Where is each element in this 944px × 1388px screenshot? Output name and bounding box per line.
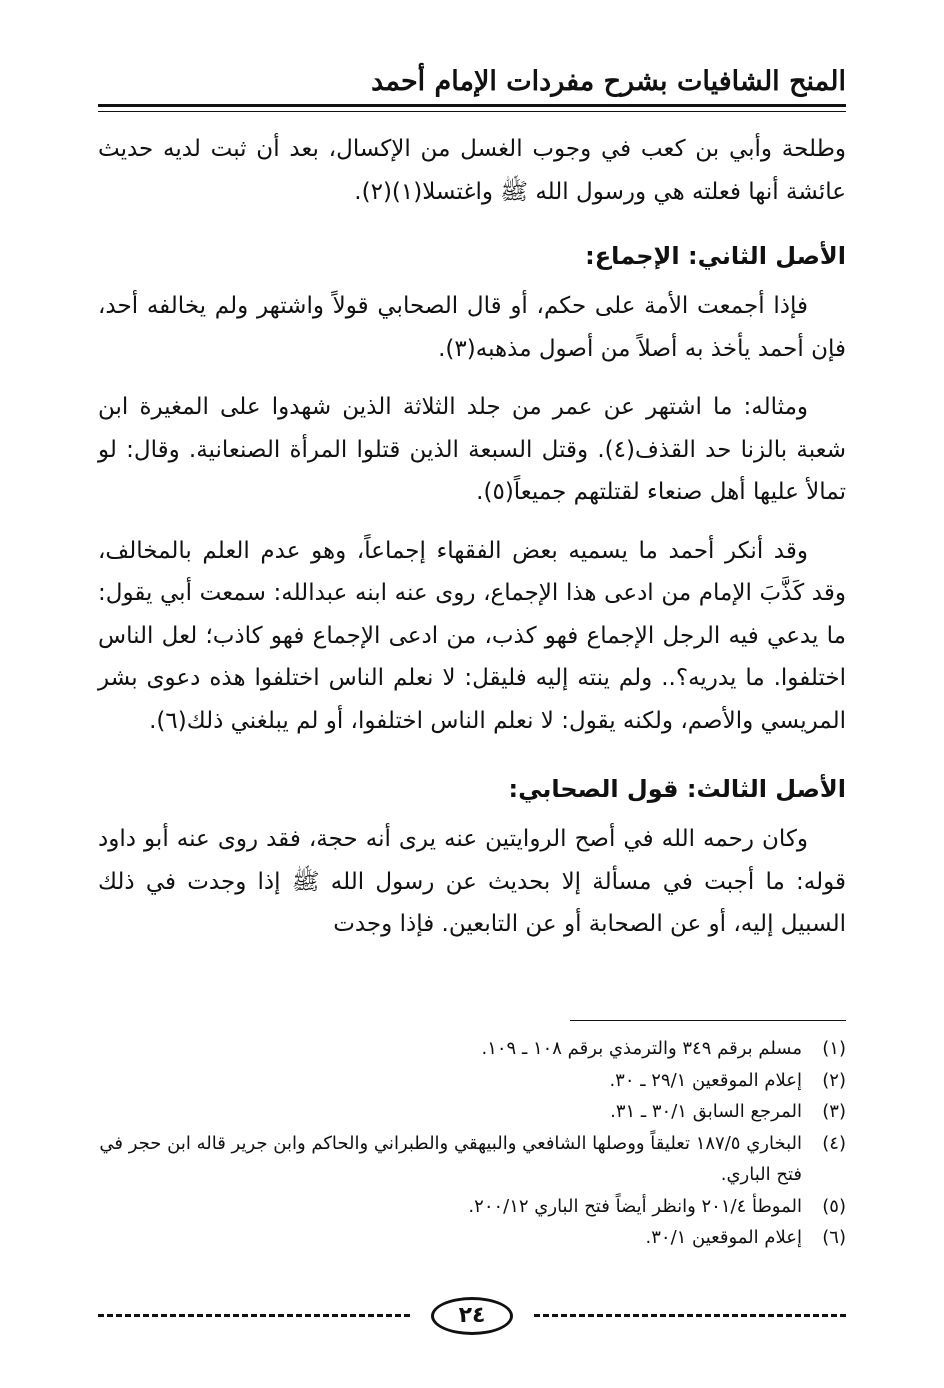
footnote-text: المرجع السابق ٣٠/١ ـ ٣١. bbox=[610, 1101, 802, 1122]
paragraph-2: فإذا أجمعت الأمة على حكم، أو قال الصحابي قولاً واشتهر ولم يخالفه أحد، فإن أحمد يأخذ به أصلاً من أصول مذهبه(٣). bbox=[98, 293, 846, 362]
footnotes bbox=[98, 1033, 846, 1254]
page-footer bbox=[98, 1297, 846, 1333]
paragraph-4: وقد أنكر أحمد ما يسميه بعض الفقهاء إجماعاً، وهو عدم العلم بالمخالف، وقد كَذَّبَ الإمام من ادعى هذا الإجماع، روى عنه ابنه عبدالله: سمعت أبي يقول: ما يدعي فيه الرجل الإجماع فهو كذب، من ادعى الإجماع فهو كاذب؛ لعل الناس اختلفوا. ما يدريه؟.. ولم ينته إليه فليقل: لا نعلم الناس اختلفوا هذه دعوى بشر المريسي والأصم، ولكنه يقول: لا نعلم الناس اختلفوا، أو لم يبلغني ذلك(٦). bbox=[98, 537, 846, 734]
footer-dashed-rule-left bbox=[98, 1314, 410, 1317]
paragraph-3: ومثاله: ما اشتهر عن عمر من جلد الثلاثة الذين شهدوا على المغيرة ابن شعبة بالزنا حد القذف(٤). وقتل السبعة الذين قتلوا المرأة الصنعانية. وقال: لو تمالأ عليها أهل صنعاء لقتلتهم جميعاً(٥). bbox=[98, 394, 846, 505]
footnote-number: (٦) bbox=[822, 1227, 846, 1248]
section-title-sahabi: الأصل الثالث: قول الصحابي: bbox=[508, 775, 846, 803]
footnote-item bbox=[98, 1065, 846, 1097]
footnote-text: البخاري ١٨٧/٥ تعليقاً ووصلها الشافعي والبيهقي والطبراني والحاكم وابن جرير قاله ابن حجر في فتح الباري. bbox=[99, 1132, 802, 1185]
footnote-text: الموطأ ٢٠١/٤ وانظر أيضاً فتح الباري ٢٠٠/١٢. bbox=[468, 1195, 802, 1217]
footnote-number: (٢) bbox=[822, 1069, 846, 1091]
footnote-item bbox=[98, 1128, 846, 1191]
main-text bbox=[98, 128, 846, 946]
running-header-title: المنح الشافيات بشرح مفردات الإمام أحمد bbox=[371, 66, 846, 97]
footnote-item bbox=[98, 1033, 846, 1065]
paragraph-1: وطلحة وأبي بن كعب في وجوب الغسل من الإكسال، بعد أن ثبت لديه حديث عائشة أنها فعلته هي ورسول الله ﷺ واغتسلا(١)(٢). bbox=[98, 136, 846, 205]
footnote-item bbox=[98, 1222, 846, 1254]
footnote-number: (٤) bbox=[822, 1132, 846, 1154]
header-rule-thick bbox=[98, 104, 846, 107]
page-number: ٢٤ bbox=[431, 1297, 513, 1335]
footnote-separator bbox=[570, 1020, 846, 1021]
footnote-number: (٣) bbox=[822, 1101, 846, 1122]
footnote-text: إعلام الموقعين ٢٩/١ ـ ٣٠. bbox=[609, 1069, 802, 1091]
footnote-item bbox=[98, 1191, 846, 1223]
paragraph-5: وكان رحمه الله في أصح الروايتين عنه يرى أنه حجة، فقد روى عنه أبو داود قوله: ما أجبت في مسألة إلا بحديث عن رسول الله ﷺ إذا وجدت في ذلك السبيل إليه، أو عن الصحابة أو عن التابعين. فإذا وجدت bbox=[98, 826, 846, 937]
header-rule-thin bbox=[98, 111, 846, 112]
footnote-number: (١) bbox=[822, 1038, 846, 1059]
footer-dashed-rule-right bbox=[534, 1314, 846, 1317]
footnote-number: (٥) bbox=[822, 1195, 846, 1217]
footnote-text: إعلام الموقعين ٣٠/١. bbox=[645, 1227, 802, 1248]
footnote-item bbox=[98, 1096, 846, 1128]
footnote-text: مسلم برقم ٣٤٩ والترمذي برقم ١٠٨ ـ ١٠٩. bbox=[481, 1038, 802, 1059]
section-title-ijma: الأصل الثاني: الإجماع: bbox=[585, 242, 846, 270]
